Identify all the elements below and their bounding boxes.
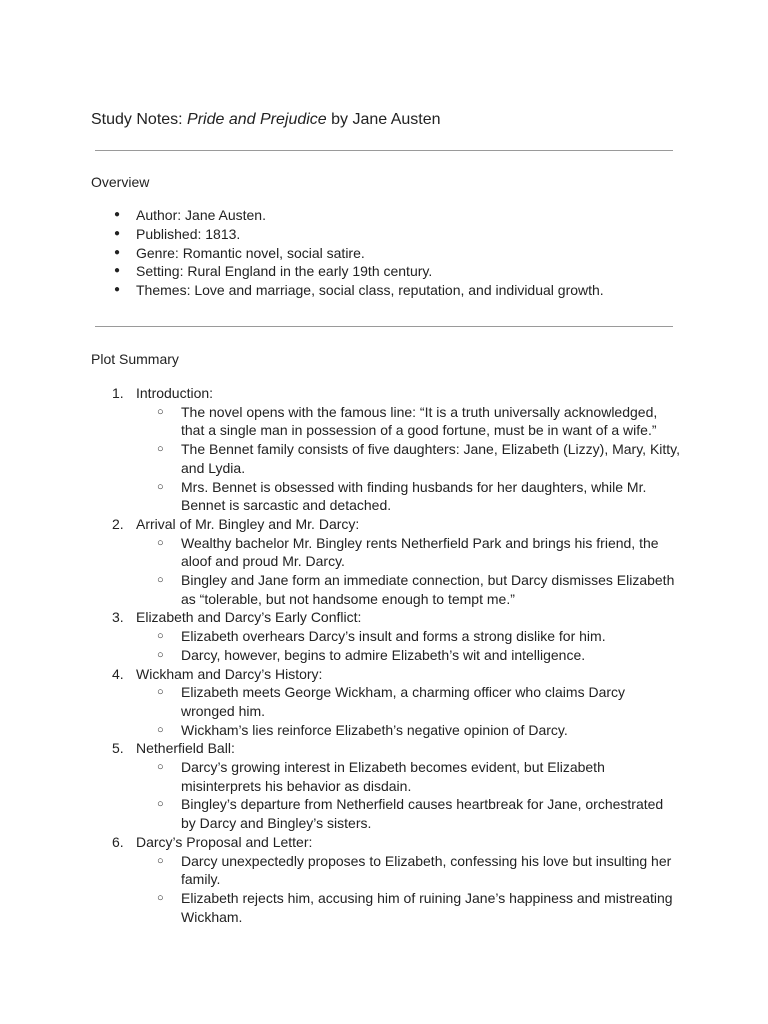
overview-heading: Overview [91, 174, 150, 190]
hollow-bullet-icon: ○ [157, 536, 164, 549]
section-number: 1. [112, 385, 124, 401]
plot-point-text: Darcy, however, begins to admire Elizabeth’s wit and intelligence. [181, 646, 586, 663]
plot-point-text: Bingley’s departure from Netherfield causes heartbreak for Jane, orchestrated by Darcy and Bingley’s sisters. [181, 796, 664, 832]
plot-point [136, 627, 681, 646]
plot-point-text: Wickham’s lies reinforce Elizabeth’s negative opinion of Darcy. [181, 721, 568, 738]
plot-point [136, 795, 681, 832]
overview-item [91, 262, 604, 281]
section-number: 2. [112, 515, 124, 532]
plot-point-text: Wealthy bachelor Mr. Bingley rents Netherfield Park and brings his friend, the aloof and proud Mr. Darcy. [181, 534, 659, 570]
horizontal-rule-1 [95, 150, 673, 151]
section-points [136, 683, 691, 739]
plot-point [136, 440, 681, 477]
plot-point-text: Darcy’s growing interest in Elizabeth becomes evident, but Elizabeth misinterprets his behavior as disdain. [181, 759, 605, 794]
plot-summary-heading: Plot Summary [91, 351, 179, 367]
section-number: 3. [112, 609, 124, 626]
plot-point [136, 478, 681, 515]
horizontal-rule-2 [95, 326, 673, 327]
title-suffix: by Jane Austen [326, 111, 441, 128]
title-prefix: Study Notes: [91, 111, 188, 128]
hollow-bullet-icon: ○ [157, 798, 164, 811]
overview-item [91, 206, 604, 225]
plot-section [91, 608, 691, 664]
section-points [136, 627, 691, 664]
section-points [136, 403, 691, 515]
document-title [91, 110, 441, 130]
bullet-icon: ● [114, 284, 121, 296]
bullet-icon: ● [114, 227, 121, 239]
plot-section [91, 515, 691, 609]
plot-point [136, 646, 681, 665]
hollow-bullet-icon: ○ [157, 854, 164, 867]
overview-item [91, 225, 604, 244]
hollow-bullet-icon: ○ [157, 443, 164, 456]
plot-point-text: Mrs. Bennet is obsessed with finding husbands for her daughters, while Mr. Bennet is sarcastic and detached. [181, 478, 647, 514]
hollow-bullet-icon: ○ [157, 648, 164, 661]
plot-point [136, 758, 681, 795]
section-number: 6. [112, 833, 124, 850]
section-points [136, 534, 691, 609]
section-label: Introduction: [136, 385, 214, 401]
section-label: Elizabeth and Darcy’s Early Conflict: [136, 609, 362, 626]
hollow-bullet-icon: ○ [157, 723, 164, 736]
hollow-bullet-icon: ○ [157, 630, 164, 643]
overview-item-text: Setting: Rural England in the early 19th century. [136, 263, 433, 280]
overview-item-text: Author: Jane Austen. [136, 207, 266, 223]
hollow-bullet-icon: ○ [157, 405, 164, 418]
hollow-bullet-icon: ○ [157, 574, 164, 587]
overview-item-text: Genre: Romantic novel, social satire. [136, 244, 365, 261]
section-points [136, 758, 691, 833]
overview-item [91, 244, 604, 263]
plot-point [136, 403, 681, 440]
section-number: 5. [112, 740, 124, 757]
plot-point [136, 852, 681, 889]
bullet-icon: ● [114, 209, 121, 220]
overview-item-text: Published: 1813. [136, 225, 241, 242]
plot-point [136, 889, 681, 926]
section-points [136, 852, 691, 927]
title-book: Pride and Prejudice [187, 111, 327, 128]
plot-summary-list [91, 384, 691, 926]
plot-point [136, 683, 681, 720]
section-label: Arrival of Mr. Bingley and Mr. Darcy: [136, 515, 360, 532]
plot-section [91, 739, 691, 833]
plot-point-text: Elizabeth meets George Wickham, a charming officer who claims Darcy wronged him. [181, 684, 626, 719]
section-number: 4. [112, 665, 124, 682]
bullet-icon: ● [114, 246, 121, 258]
section-label: Wickham and Darcy’s History: [136, 665, 323, 682]
plot-point-text: Elizabeth rejects him, accusing him of ruining Jane’s happiness and mistreating Wickham. [181, 889, 673, 925]
plot-point-text: The novel opens with the famous line: “It is a truth universally acknowledged, that a single man in possession of a good fortune, must be in want of a wife.” [181, 403, 658, 439]
plot-point [136, 721, 681, 740]
plot-section [91, 833, 691, 927]
bullet-icon: ● [114, 265, 121, 277]
plot-point-text: The Bennet family consists of five daughters: Jane, Elizabeth (Lizzy), Mary, Kitty, and Lydia. [181, 441, 681, 476]
hollow-bullet-icon: ○ [157, 480, 164, 493]
plot-point [136, 534, 681, 571]
section-label: Netherfield Ball: [136, 740, 235, 757]
section-label: Darcy’s Proposal and Letter: [136, 833, 313, 850]
plot-point-text: Bingley and Jane form an immediate connection, but Darcy dismisses Elizabeth as “tolerable, but not handsome enough to tempt me.” [181, 572, 675, 607]
hollow-bullet-icon: ○ [157, 761, 164, 774]
plot-point-text: Darcy unexpectedly proposes to Elizabeth, confessing his love but insulting her family. [181, 852, 672, 888]
plot-point-text: Elizabeth overhears Darcy’s insult and forms a strong dislike for him. [181, 628, 606, 645]
hollow-bullet-icon: ○ [157, 686, 164, 699]
plot-section [91, 665, 691, 740]
overview-item-text: Themes: Love and marriage, social class, reputation, and individual growth. [136, 282, 604, 299]
overview-item [91, 281, 604, 300]
plot-section [91, 384, 691, 515]
overview-list [91, 206, 604, 300]
plot-point [136, 571, 681, 608]
hollow-bullet-icon: ○ [157, 891, 164, 904]
